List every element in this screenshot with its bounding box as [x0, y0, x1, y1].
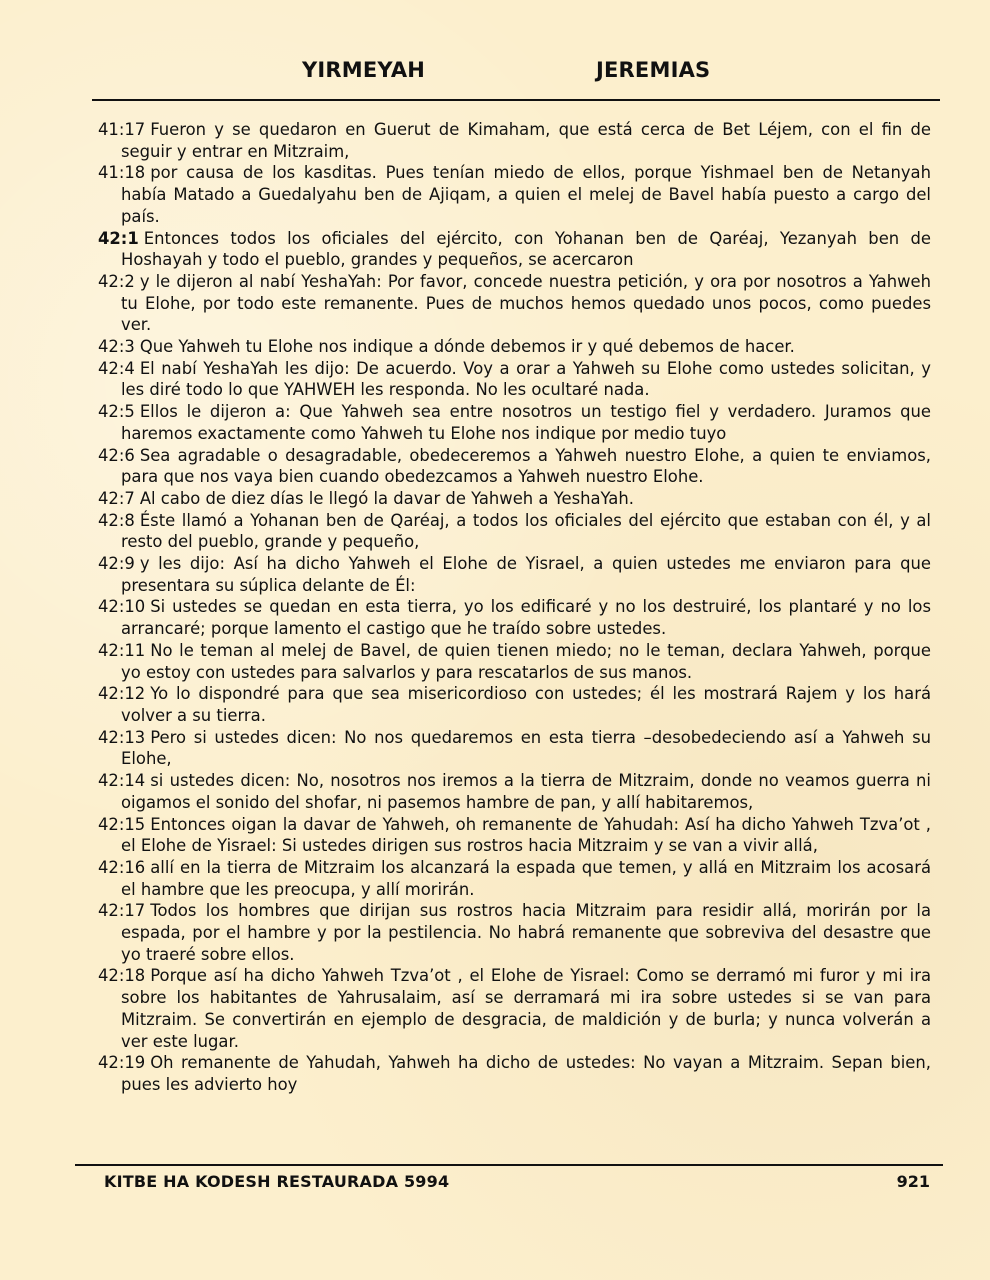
- page-number: 921: [896, 1172, 930, 1191]
- verse-reference: 42:5: [98, 402, 135, 422]
- verse-text: por causa de los kasditas. Pues tenían miedo de ellos, porque Yishmael ben de Netanyah había Matado a Guedalyahu ben de Ajiqam, a quien el melej de Bavel había puesto a cargo del país.: [121, 163, 931, 226]
- verse-text: Pero si ustedes dicen: No nos quedaremos en esta tierra –desobedeciendo así a Yahweh su Elohe,: [121, 727, 931, 769]
- verse: [98, 1052, 931, 1095]
- verse-reference: 42:19: [98, 1053, 146, 1073]
- verse-reference: 41:18: [98, 163, 146, 183]
- verse: [98, 727, 931, 770]
- verse-text: Si ustedes se quedan en esta tierra, yo los edificaré y no los destruiré, los plantaré y no los arrancaré; porque lamento el castigo que he traído sobre ustedes.: [121, 597, 931, 639]
- running-title-hebrew: YIRMEYAH: [302, 58, 426, 82]
- verse: [98, 488, 931, 510]
- verse: [98, 271, 931, 336]
- verse-text: Que Yahweh tu Elohe nos indique a dónde debemos ir y qué debemos de hacer.: [139, 337, 795, 357]
- verse-text: Al cabo de diez días le llegó la davar de Yahweh a YeshaYah.: [139, 488, 634, 508]
- page-header: [0, 58, 990, 92]
- verse-reference: 42:9: [98, 554, 135, 574]
- verse-reference: 42:13: [98, 727, 146, 747]
- verse-reference: 42:16: [98, 857, 146, 877]
- verse: [98, 162, 931, 227]
- verse-text: Todos los hombres que dirijan sus rostros hacia Mitzraim para residir allá, morirán por la espada, por el hambre y por la pestilencia. No habrá remanente que sobreviva del desastre que yo traeré sobre ellos.: [121, 901, 931, 964]
- verse: [98, 814, 931, 857]
- running-title-spanish: JEREMIAS: [596, 58, 711, 82]
- verse-reference: 42:3: [98, 337, 135, 357]
- verse-text: Yo lo dispondré para que sea misericordioso con ustedes; él les mostrará Rajem y los hará volver a su tierra.: [121, 684, 931, 725]
- verse-text: Sea agradable o desagradable, obedeceremos a Yahweh nuestro Elohe, a quien te enviamos, para que nos vaya bien cuando obedezcamos a Yahweh nuestro Elohe.: [121, 445, 931, 487]
- verse-reference: 42:2: [98, 271, 135, 291]
- verse-text: Oh remanente de Yahudah, Yahweh ha dicho de ustedes: No vayan a Mitzraim. Sepan bien, pues les advierto hoy: [121, 1053, 931, 1094]
- verse-text: Porque así ha dicho Yahweh Tzva’ot , el Elohe de Yisrael: Como se derramó mi furor y mi ira sobre los habitantes de Yahrusalaim, así se derramará mi ira sobre ustedes si se van para Mitzraim. Se convertirán en ejemplo de desgracia, de maldición y de burla; y nunca volverán a ver este lugar.: [121, 966, 931, 1051]
- verse-reference: 42:10: [98, 597, 146, 617]
- verse-reference: 42:6: [98, 445, 135, 465]
- verse: [98, 640, 931, 683]
- verse-reference: 42:4: [98, 358, 135, 378]
- verse-text: Entonces todos los oficiales del ejército, con Yohanan ben de Qaréaj, Yezanyah ben de Hoshayah y todo el pueblo, grandes y pequeños, se acercaron: [121, 228, 931, 270]
- verse-reference: 41:17: [98, 120, 146, 139]
- verse-text: y les dijo: Así ha dicho Yahweh el Elohe de Yisrael, a quien ustedes me enviaron para que presentara su súplica delante de Él:: [121, 554, 931, 595]
- verse-reference: 42:1: [98, 228, 139, 248]
- verse: [98, 770, 931, 813]
- verse-text: Ellos le dijeron a: Que Yahweh sea entre nosotros un testigo fiel y verdadero. Juramos que haremos exactamente como Yahweh tu Elohe nos indique por medio tuyo: [121, 402, 931, 443]
- verse: [98, 336, 931, 358]
- verse-reference: 42:12: [98, 684, 146, 704]
- verse: [98, 228, 931, 271]
- verse-reference: 42:15: [98, 814, 146, 834]
- verse: [98, 510, 931, 553]
- verse: [98, 596, 931, 639]
- scripture-text: [98, 119, 931, 1096]
- verse: [98, 401, 931, 444]
- verse-text: si ustedes dicen: No, nosotros nos iremos a la tierra de Mitzraim, donde no veamos guerra ni oigamos el sonido del shofar, ni pasemos hambre de pan, y allí habitaremos,: [121, 771, 931, 812]
- verse: [98, 900, 931, 965]
- verse: [98, 358, 931, 401]
- verse-reference: 42:17: [98, 901, 146, 921]
- verse-text: Éste llamó a Yohanan ben de Qaréaj, a todos los oficiales del ejército que estaban con él, y al resto del pueblo, grande y pequeño,: [121, 510, 931, 552]
- verse-reference: 42:11: [98, 640, 146, 660]
- verse-reference: 42:14: [98, 771, 146, 791]
- verse: [98, 683, 931, 726]
- footer-title: KITBE HA KODESH RESTAURADA 5994: [104, 1172, 450, 1191]
- verse-reference: 42:18: [98, 966, 146, 986]
- verse-text: y le dijeron al nabí YeshaYah: Por favor, concede nuestra petición, y ora por nosotros a Yahweh tu Elohe, por todo este remanente. Pues de muchos hemos quedado unos pocos, como puedes ver.: [121, 271, 931, 335]
- verse: [98, 119, 931, 162]
- verse: [98, 553, 931, 596]
- verse: [98, 857, 931, 900]
- verse: [98, 965, 931, 1052]
- header-rule: [92, 99, 940, 101]
- verse-reference: 42:8: [98, 510, 135, 530]
- verse-text: El nabí YeshaYah les dijo: De acuerdo. Voy a orar a Yahweh su Elohe como ustedes solicitan, y les diré todo lo que YAHWEH les responda. No les ocultaré nada.: [121, 358, 931, 400]
- verse-text: allí en la tierra de Mitzraim los alcanzará la espada que temen, y allá en Mitzraim los acosará el hambre que les preocupa, y allí morirán.: [121, 857, 931, 899]
- verse: [98, 445, 931, 488]
- verse-text: Fueron y se quedaron en Guerut de Kimaham, que está cerca de Bet Léjem, con el fin de seguir y entrar en Mitzraim,: [121, 120, 931, 161]
- footer-rule: [75, 1164, 943, 1166]
- verse-text: No le teman al melej de Bavel, de quien tienen miedo; no le teman, declara Yahweh, porque yo estoy con ustedes para salvarlos y para rescatarlos de sus manos.: [121, 640, 931, 682]
- verse-text: Entonces oigan la davar de Yahweh, oh remanente de Yahudah: Así ha dicho Yahweh Tzva’ot , el Elohe de Yisrael: Si ustedes dirigen sus rostros hacia Mitzraim y se van a vivir allá,: [121, 814, 931, 856]
- verse-reference: 42:7: [98, 488, 135, 508]
